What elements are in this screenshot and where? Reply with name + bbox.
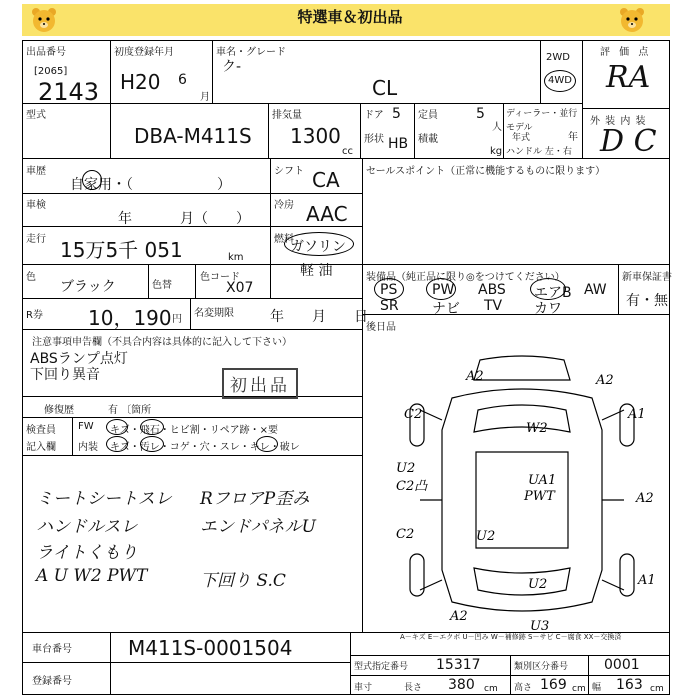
inspector-label-1: 検査員 xyxy=(26,425,56,436)
equip-abs: ABS xyxy=(478,282,506,298)
equip-tv: TV xyxy=(484,298,503,314)
hand-note-5: RフロアP歪み xyxy=(200,489,310,509)
length-label: 長さ xyxy=(404,683,423,693)
repair-value: 有 〔箇所 xyxy=(108,405,152,416)
displacement-unit: cc xyxy=(342,146,353,157)
notes-label: 注意事項申告欄（不具合内容は具体的に記入して下さい） xyxy=(32,337,292,348)
diagram-mark: UA1 xyxy=(528,473,557,488)
warranty-value: 有・無 xyxy=(626,293,668,309)
equip-airbag: エアB xyxy=(534,285,572,301)
int-scratch-circle xyxy=(106,436,128,452)
legend: A－キズ E－エクボ U－凹み W－補修跡 S－サビ C－腐食 XX－交換済 xyxy=(400,633,622,641)
capacity-label: 定員 xyxy=(418,110,438,121)
color-change-label: 色替 xyxy=(152,280,172,291)
shift-label: シフト xyxy=(274,166,304,177)
doors-value: 5 xyxy=(392,106,401,122)
equip-leather: カワ xyxy=(534,301,562,317)
notes-line-1: ABSランプ点灯 xyxy=(30,351,128,367)
type-value: DBA-M411S xyxy=(134,124,252,148)
diagram-mark: A1 xyxy=(628,407,646,422)
shift-value: CA xyxy=(312,168,340,192)
height-value: 169 xyxy=(540,677,567,693)
first-reg-month: 6 xyxy=(178,72,187,88)
class-label: 類別区分番号 xyxy=(514,662,569,672)
capacity-unit: 人 xyxy=(492,122,502,133)
handle-label: ハンドル 左・右 xyxy=(506,147,572,157)
lot-sub: [2065] xyxy=(34,66,68,77)
warranty-label: 新車保証書 xyxy=(622,272,672,283)
chassis-label: 車台番号 xyxy=(32,644,72,655)
hand-note-6: エンドパネルU xyxy=(200,517,316,537)
color-code: X07 xyxy=(226,280,254,296)
recycle-label: R券 xyxy=(26,310,43,321)
first-reg-year: H20 xyxy=(120,70,161,94)
cert-value: 15317 xyxy=(436,657,481,673)
first-reg-month-unit: 月 xyxy=(200,92,210,103)
equip-airbag-circle xyxy=(530,278,566,300)
dealer-label: ディーラー・並行 xyxy=(506,109,578,119)
hand-note-2: ハンドルスレ xyxy=(36,517,138,537)
diagram-mark: C2 xyxy=(404,407,423,422)
height-unit: cm xyxy=(572,684,586,694)
inspection-label: 車検 xyxy=(26,200,46,211)
rear-seat-label: 後日品 xyxy=(366,322,396,333)
bear-mascot-icon xyxy=(30,6,58,34)
recycle-unit: 円 xyxy=(172,314,182,325)
displacement-value: 1300 xyxy=(290,124,341,148)
shape-label: 形状 xyxy=(364,134,384,145)
type-label: 型式 xyxy=(26,110,46,121)
width-label: 幅 xyxy=(592,683,602,693)
ac-label: 冷房 xyxy=(274,200,294,211)
fuel-label: 燃料 xyxy=(274,234,294,245)
int-dirt-circle xyxy=(140,436,164,452)
inspector-fw: FW xyxy=(78,421,94,432)
doors-label: ドア xyxy=(364,110,384,121)
diagram-mark: U2 xyxy=(396,461,416,476)
ext-int-label: 外 装 内 装 xyxy=(590,116,647,127)
diagram-mark: C2凸 xyxy=(396,479,428,494)
color-code-label: 色コード xyxy=(200,272,240,283)
inspector-int-items: キズ・汚レ・コゲ・穴・スレ・キレ・破レ xyxy=(110,442,300,453)
equip-pw-circle xyxy=(426,278,456,300)
first-reg-label: 初度登録年月 xyxy=(114,47,174,58)
equip-navi: ナビ xyxy=(432,301,460,317)
notes-line-2: 下回り異音 xyxy=(30,367,100,383)
equip-ps-circle xyxy=(374,278,404,300)
diagram-mark: A2 xyxy=(636,491,654,506)
diagram-mark: U2 xyxy=(528,577,548,592)
repair-label: 修復歴 xyxy=(44,405,74,416)
shape-value: HB xyxy=(388,136,409,152)
length-unit: cm xyxy=(484,684,498,694)
hand-note-3: ライトくもり xyxy=(36,543,138,563)
diagram-mark: W2 xyxy=(526,421,548,436)
ac-value: AAC xyxy=(306,202,348,226)
dims-label: 車寸 xyxy=(354,683,373,693)
first-listing-stamp: 初出品 xyxy=(222,368,298,399)
drive-4wd: 4WD xyxy=(548,75,572,86)
diagram-mark: C2 xyxy=(396,527,415,542)
history-circle xyxy=(82,170,102,190)
lot-label: 出品番号 xyxy=(26,47,66,58)
score-value: RA xyxy=(606,60,651,95)
width-unit: cm xyxy=(650,684,664,694)
capacity-value: 5 xyxy=(476,106,485,122)
lot-number: 2143 xyxy=(38,78,100,106)
registration-label: 登録番号 xyxy=(32,676,72,687)
model-name: ク- xyxy=(222,59,242,75)
inspector-int: 内装 xyxy=(78,442,98,453)
car-damage-diagram xyxy=(380,340,665,630)
sales-point-label: セールスポイント（正常に機能するものに限ります） xyxy=(366,166,606,177)
mileage-unit: km xyxy=(228,252,244,263)
diagram-mark: A2 xyxy=(450,609,468,624)
banner-title: 特選車＆初出品 xyxy=(297,8,403,26)
hand-note-7: 下回り S.C xyxy=(200,571,286,591)
equip-pw: PW xyxy=(432,282,455,298)
history-value: 自家用・（ ） xyxy=(70,177,231,193)
diagram-mark: U3 xyxy=(530,619,550,630)
equip-aw: AW xyxy=(584,282,607,298)
diagram-mark: A2 xyxy=(466,369,484,384)
class-value: 0001 xyxy=(604,657,640,673)
equip-ps: PS xyxy=(380,282,398,298)
cert-label: 型式指定番号 xyxy=(354,662,409,672)
int-wear-circle xyxy=(256,436,278,452)
load-unit: kg xyxy=(490,146,503,157)
inspection-year: 年 xyxy=(118,211,132,227)
height-label: 高さ xyxy=(514,683,533,693)
diagram-mark: U2 xyxy=(476,529,496,544)
diagram-mark: A1 xyxy=(638,573,656,588)
equip-sr: SR xyxy=(380,298,399,314)
score-label: 評 価 点 xyxy=(600,47,652,58)
fuel-diesel: 軽 油 xyxy=(300,263,333,279)
inspection-month: 月（ ） xyxy=(180,211,250,227)
mileage-label: 走行 xyxy=(26,234,46,245)
color-label: 色 xyxy=(26,272,36,283)
equipment-label: 装備品（純正品に限り◎をつけてください） xyxy=(366,272,565,283)
chassis-value: M411S-0001504 xyxy=(128,636,293,660)
model-name-label: 車名・グレード xyxy=(216,47,286,58)
inspector-label-2: 記入欄 xyxy=(26,442,56,453)
model-year-label: モデル xyxy=(506,123,533,133)
history-label: 車歴 xyxy=(26,166,46,177)
hand-note-4: A U W2 PWT xyxy=(36,566,148,586)
drive-2wd: 2WD xyxy=(546,52,570,63)
model-year-label2: 年式 xyxy=(512,133,531,143)
inspector-fw-items: キズ・飛石・ヒビ割・リペア跡・×要 xyxy=(110,425,278,436)
model-grade: CL xyxy=(372,76,398,100)
fw-chip-circle xyxy=(140,419,164,435)
diagram-mark: A2 xyxy=(596,373,614,388)
color-value: ブラック xyxy=(60,279,116,295)
load-label: 積載 xyxy=(418,134,438,145)
displacement-label: 排気量 xyxy=(272,110,302,121)
width-value: 163 xyxy=(616,677,643,693)
diagram-mark: PWT xyxy=(524,489,555,504)
ext-int-value: D C xyxy=(600,124,657,159)
fuel-gasoline: ガソリン xyxy=(290,239,346,255)
hand-note-1: ミートシートスレ xyxy=(36,489,172,509)
model-year-unit: 年 xyxy=(568,132,578,143)
length-value: 380 xyxy=(448,677,475,693)
recycle-value: 10，190 xyxy=(88,306,172,330)
bear-mascot-icon xyxy=(618,6,646,34)
fw-scratch-circle xyxy=(106,419,128,435)
mileage-value: 15万5千 051 xyxy=(60,238,183,262)
fee-value: 年 月 日 xyxy=(270,309,368,325)
fee-label: 名変期限 xyxy=(194,308,234,319)
